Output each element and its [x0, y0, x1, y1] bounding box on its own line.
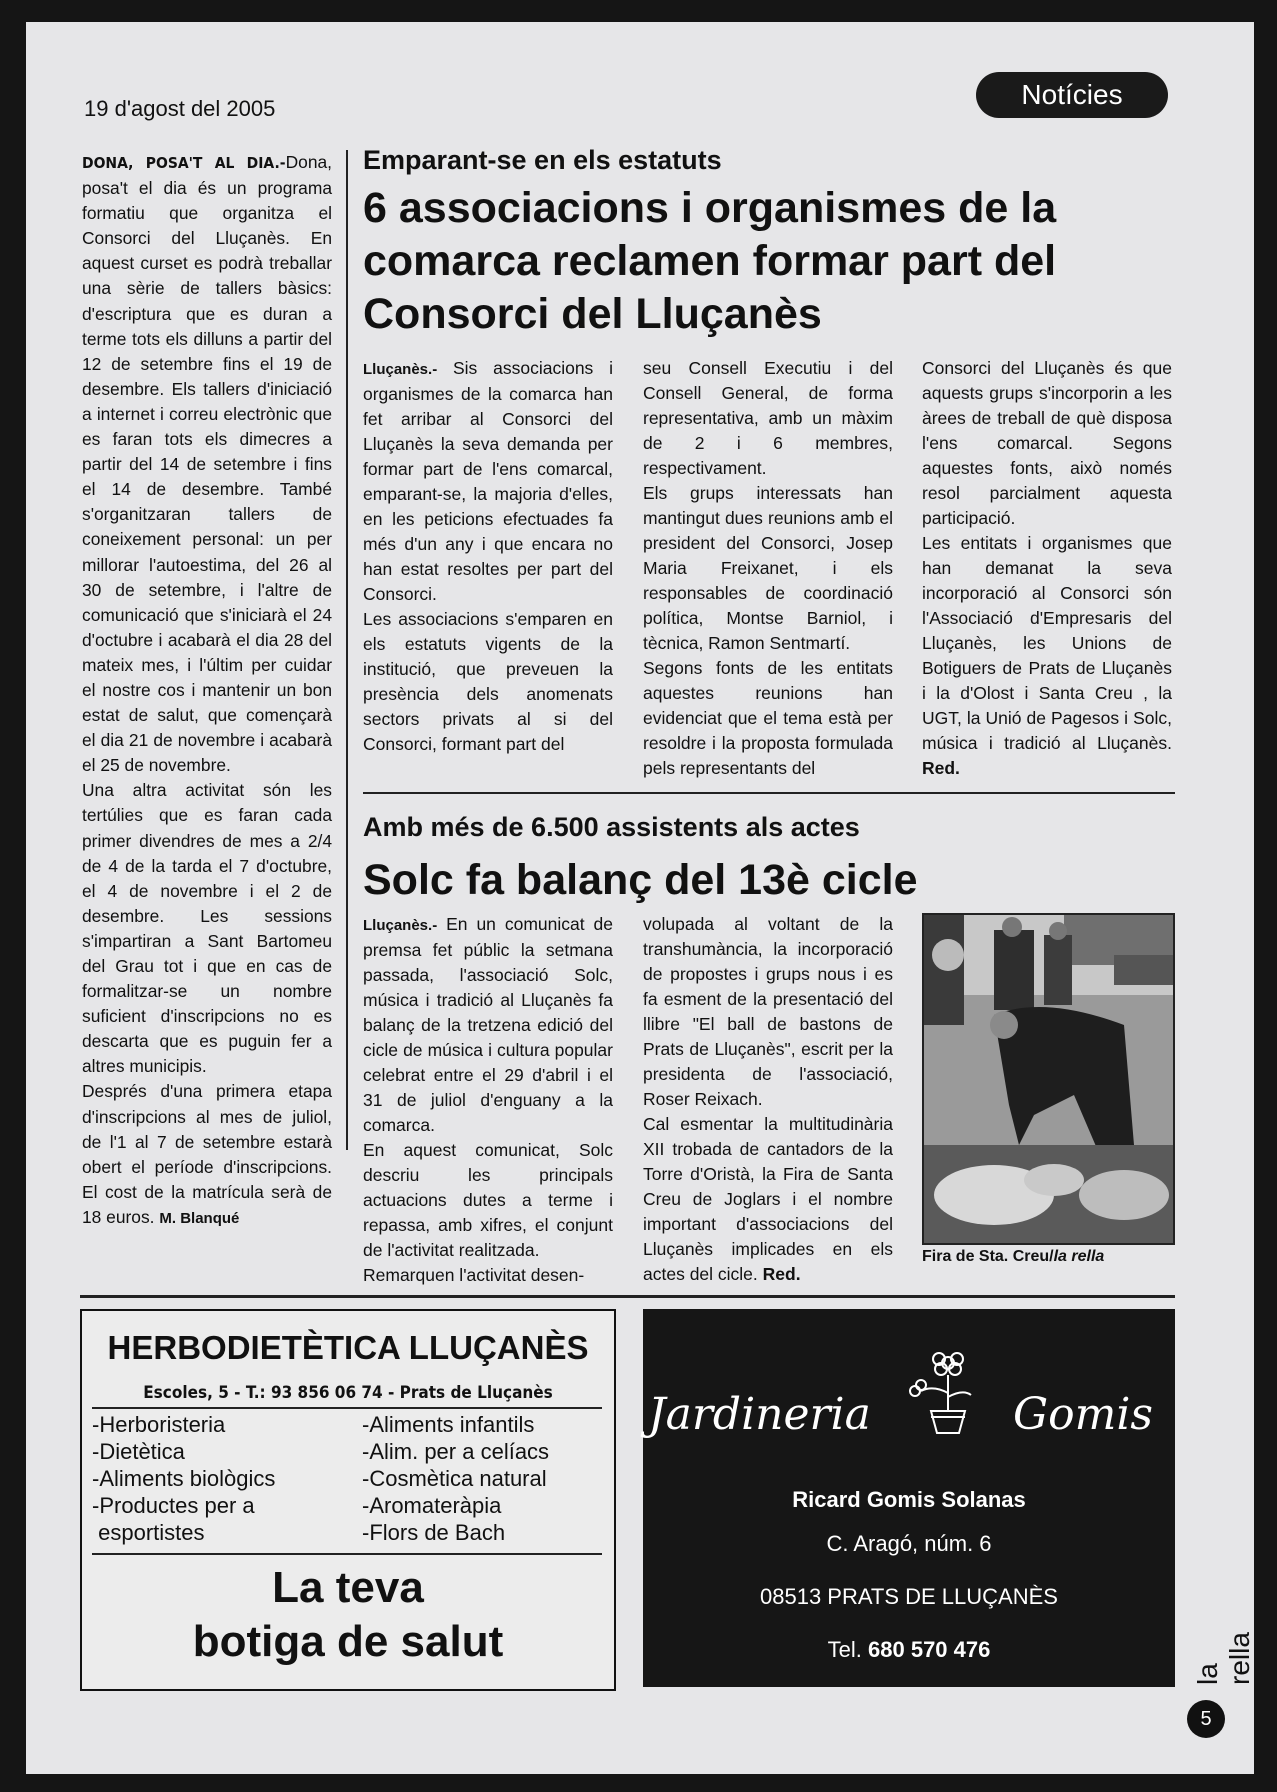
photo-credit: la rella [1053, 1248, 1105, 1265]
newspaper-page [26, 22, 1254, 1774]
ad-left-item: -Herboristeria [92, 1412, 226, 1437]
ad-left-item: -Flors de Bach [362, 1520, 506, 1545]
article2-col1-paragraph-2: En aquest comunicat, Solc descriu les principals actuacions dutes a terme i repassa, amb xifres, el conjunt de l'activitat realitzada. [363, 1140, 613, 1260]
article2-col1-paragraph-3: Remarquen l'activitat desen- [363, 1265, 585, 1285]
photo-caption [922, 1248, 1104, 1266]
article1-lead: Lluçanès.- [363, 361, 438, 378]
ad-left-slogan-2: botiga de salut [192, 1617, 504, 1666]
ad-left-title: HERBODIETÈTICA LLUÇANÈS [107, 1329, 589, 1366]
article1-col1-paragraph-2: Les associacions s'emparen en els estatuts vigents de la institució, que preveuen la presència dels anomenats sectors privats al si del Consorci, formant part del [363, 609, 613, 754]
issue-date: 19 d'agost del 2005 [84, 96, 276, 121]
ad-right-phone-number: 680 570 476 [868, 1637, 991, 1662]
article1-col1-paragraph-1: Sis associacions i organismes de la comarca han fet arribar al Consorci del Lluçanès la seva demanda per formar part de l'ens comarcal, emparant-se, la majoria d'elles, en les peticions efectuades fa més d'un any i que encara no han estat resoltes per part del Consorci. [363, 358, 613, 604]
article1-column-2 [643, 356, 893, 781]
article2-col2-paragraph-1: volupada al voltant de la transhumància, la incorporació de propostes i grups nous i es fa esment de la presentació del llibre "El ball de bastons de Prats de Lluçanès", escrit per la presidenta de l'associació, Roser Reixach. [643, 914, 893, 1109]
article1-column-1 [363, 356, 613, 757]
sidebar-signature: M. Blanqué [159, 1209, 240, 1227]
page-number: 5 [1187, 1700, 1225, 1738]
ad-left-rule-top [92, 1407, 602, 1409]
ads-divider [80, 1295, 1175, 1298]
ad-left-item: -Aliments infantils [362, 1412, 535, 1437]
ad-right-phone-label: Tel. [827, 1637, 862, 1662]
ad-right-brand-left: Jardineria [648, 1389, 871, 1440]
market-scene-illustration [924, 915, 1173, 1243]
article1-kicker: Emparant-se en els estatuts [363, 145, 722, 175]
ad-right-address: C. Aragó, núm. 6 [826, 1531, 992, 1556]
article1-column-3 [922, 356, 1172, 781]
article2-col2-paragraph-2: Cal esmentar la multitudinària XII trobada de cantadors de la Torre d'Oristà, la Fira de Santa Creu de Joglars i el nombre important d'associacions del Lluçanès implicades en els actes del cicle. [643, 1114, 893, 1284]
sidebar-paragraph-1: Dona, posa't el dia és un programa formatiu que organitza el Consorci del Lluçanès. En aquest curset es podrà treballar una sèrie de tallers bàsics: d'escriptura que es duran a terme tots els dilluns a partir del 12 de setembre fins el 19 de desembre. Els tallers d'iniciació a internet i correu electrònic que es faran tots els dimecres a partir del 14 de setembre i fins el 14 de desembre. També s'organitzaran tallers de coneixement personal: un per millorar l'autoestima, del 26 al 30 de setembre, i l'altre de comunicació que s'iniciarà el 24 d'octubre i acabarà el dia 28 del mateix mes, i l'últim per cuidar el nostre cos i mantenir un bon estat de salut, que començarà el dia 21 de novembre i acabarà el 25 de novembre. [82, 152, 332, 776]
sidebar-lead: DONA, POSA'T AL DIA.- [82, 154, 286, 172]
ad-right-brand-right: Gomis [1013, 1389, 1154, 1440]
flower-pot-icon [903, 1349, 983, 1439]
article1-col2-paragraph-3: Segons fonts de les entitats aquestes reunions han evidenciat que el tema està per resoldre i la proposta formulada pels representants del [643, 658, 893, 778]
ad-left-item: -Dietètica [92, 1439, 185, 1464]
herbodietetica-ad [80, 1309, 616, 1691]
ad-left-item: -Cosmètica natural [362, 1466, 547, 1491]
article2-col1-paragraph-1: En un comunicat de premsa fet públic la setmana passada, l'associació Solc, música i tradició al Lluçanès fa balanç de la tretzena edició del cicle de música i cultura popular celebrat entre el 29 d'abril i el 31 de juliol d'enguany a la comarca. [363, 914, 613, 1135]
ad-left-slogan-1: La teva [272, 1563, 424, 1612]
article2-column-1 [363, 912, 613, 1288]
ad-left-items-right [362, 1411, 549, 1546]
sidebar-article [82, 150, 332, 1231]
publication-name: la rella [1192, 1632, 1255, 1685]
ad-left-rule-bottom [92, 1553, 602, 1555]
ad-left-items-left [92, 1411, 275, 1546]
ad-left-item: -Alim. per a celíacs [362, 1439, 550, 1464]
article2-kicker: Amb més de 6.500 assistents als actes [363, 812, 860, 842]
article2-column-2 [643, 912, 893, 1287]
ad-left-item: -Aromateràpia [362, 1493, 502, 1518]
article1-col3-paragraph-1: Consorci del Lluçanès és que aquests grups s'incorporin a les àrees de treball de què disposa l'ens comarcal. Segons aquestes fonts, això només resol parcialment aquesta participació. [922, 358, 1172, 528]
article2-lead: Lluçanès.- [363, 917, 438, 934]
article2-headline: Solc fa balanç del 13è cicle [363, 856, 918, 904]
ad-right-owner: Ricard Gomis Solanas [792, 1487, 1026, 1512]
article2-signature: Red. [762, 1264, 801, 1284]
photo-caption-text: Fira de Sta. Creu/ [922, 1248, 1054, 1265]
ad-left-item: esportistes [92, 1520, 205, 1545]
section-badge: Notícies [976, 72, 1168, 118]
ad-right-city: 08513 PRATS DE LLUÇANÈS [760, 1584, 1058, 1609]
sidebar-paragraph-3: Després d'una primera etapa d'inscripcions al mes de juliol, de l'1 al 7 de setembre estarà obert el període d'inscripcions. El cost de la matrícula serà de 18 euros. [82, 1081, 332, 1227]
ad-left-address: Escoles, 5 - T.: 93 856 06 74 - Prats de Lluçanès [143, 1383, 553, 1403]
article1-col2-paragraph-1: seu Consell Executiu i del Consell General, de forma representativa, amb un màxim de 2 i 6 membres, respectivament. [643, 358, 893, 478]
article1-headline: 6 associacions i organismes de la comarca reclamen formar part del Consorci del Lluçanès [363, 184, 1057, 338]
article-divider [363, 792, 1175, 794]
article1-signature: Red. [922, 758, 960, 778]
ad-left-item: -Productes per a [92, 1493, 255, 1518]
ad-right-phone [643, 1637, 1175, 1663]
article1-col2-paragraph-2: Els grups interessats han mantingut dues reunions amb el president del Consorci, Josep Maria Freixanet, i els responsables de coordinació política, Montse Barniol, i tècnica, Ramon Sentmartí. [643, 483, 893, 653]
column-divider [346, 150, 348, 1150]
article1-col3-paragraph-2: Les entitats i organismes que han demanat la seva incorporació al Consorci són l'Associació d'Empresaris del Lluçanès, les Unions de Botiguers de Prats de Lluçanès i la d'Olost i Santa Creu , la UGT, la Unió de Pagesos i Solc, música i tradició al Lluçanès. [922, 533, 1172, 753]
ad-left-item: -Aliments biològics [92, 1466, 276, 1491]
jardineria-gomis-ad [643, 1309, 1175, 1687]
sidebar-paragraph-2: Una altra activitat són les tertúlies que es faran cada primer divendres de mes a 2/4 de 4 de la tarda el 7 d'octubre, el 4 de novembre i el 2 de desembre. Les sessions s'impartiran a Sant Bartomeu del Grau tot i que en cas de formalitzar-se un nombre suficient d'inscripcions no es descarta que es puguin fer a altres municipis. [82, 780, 332, 1077]
market-photo [922, 913, 1175, 1245]
